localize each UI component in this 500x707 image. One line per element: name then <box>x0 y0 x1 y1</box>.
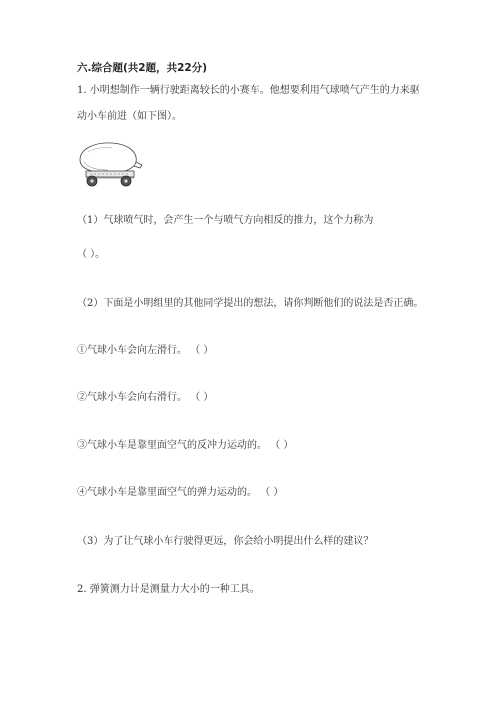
statement-2: ②气球小车会向右滑行。 （ ） <box>77 392 214 403</box>
balloon-car-icon <box>74 138 146 190</box>
statement-1: ①气球小车会向左滑行。 （ ） <box>77 345 214 356</box>
question-2-line-1: 2. 弹簧测力计是测量力大小的一种工具。 <box>77 584 260 595</box>
statement-3: ③气球小车是靠里面空气的反冲力运动的。 （ ） <box>77 440 294 451</box>
question-1-part-1-blank: （ ）。 <box>77 249 106 260</box>
question-1-line-1: 1. 小明想制作一辆行驶距离较长的小赛车。他想要利用气球喷气产生的力来驱 <box>77 85 420 96</box>
statement-4: ④气球小车是靠里面空气的弹力运动的。 （ ） <box>77 487 284 498</box>
section-title: 六.综合题(共2题，共22分) <box>77 62 208 74</box>
question-1-part-3: （3）为了让气球小车行驶得更远，你会给小明提出什么样的建议？ <box>77 536 374 547</box>
question-1-part-1: （1）气球喷气时，会产生一个与喷气方向相反的推力，这个力称为 <box>77 215 374 226</box>
question-1-line-2: 动小车前进（如下图）。 <box>77 111 182 122</box>
question-1-part-2: （2）下面是小明组里的其他同学提出的想法，请你判断他们的说法是否正确。 <box>77 298 424 309</box>
